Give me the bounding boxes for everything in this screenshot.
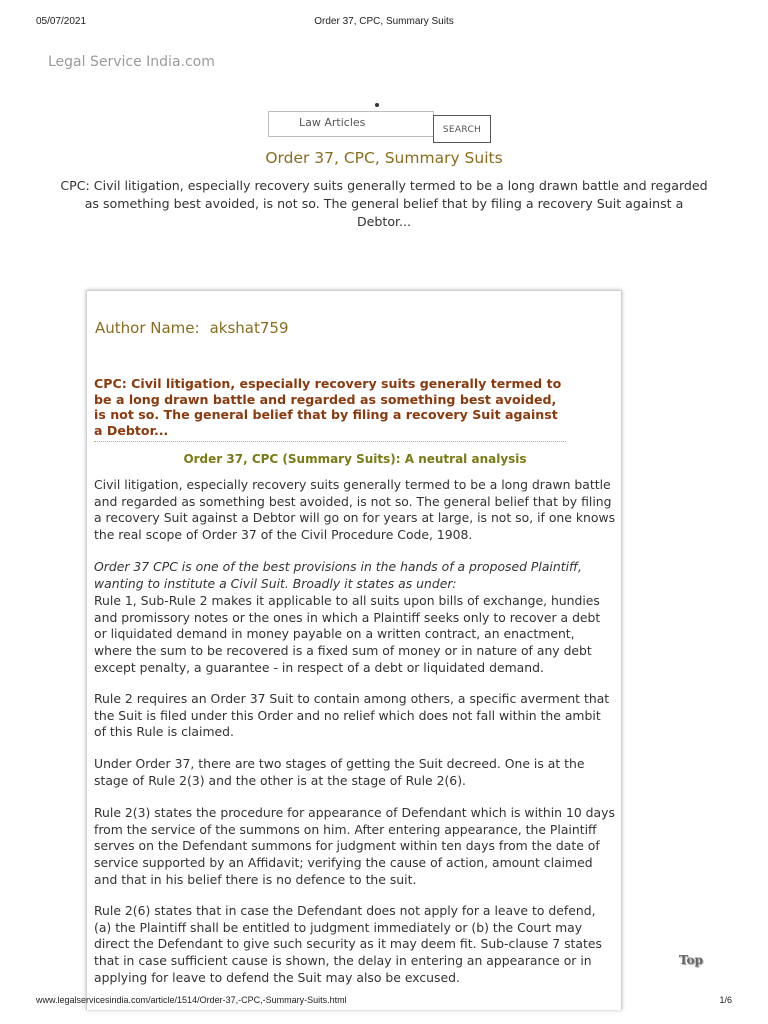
- search-button[interactable]: SEARCH: [433, 115, 491, 143]
- back-to-top-link[interactable]: Top: [679, 953, 703, 967]
- paragraph-rule-2-6: Rule 2(6) states that in case the Defendant does not apply for a leave to defend, (a) the Plaintiff shall be entitled to judgment immediately or (b) the Court may direct the Defendant to give such security as it may deem fit. Sub-clause 7 states that in case sufficient cause is shown, the delay in entering an appearance or in applying for leave to defend the Suit may also be excused.: [94, 903, 602, 985]
- article-card: [86, 290, 622, 1010]
- article-subheading: Order 37, CPC (Summary Suits): A neutral analysis: [183, 452, 527, 466]
- decorative-dot: [375, 103, 379, 107]
- author-name[interactable]: akshat759: [209, 319, 289, 337]
- print-footer: [0, 995, 768, 1009]
- paragraph-rule-1: Rule 1, Sub-Rule 2 makes it applicable to all suits upon bills of exchange, hundies and promissory notes or the ones in which a Plaintiff seeks only to recover a debt or liquidated demand in money payable on a written contract, an enactment, where the sum to be recovered is a fixed sum of money or in nature of any debt except penalty, a guarantee - in respect of a debt or liquidated demand.: [94, 593, 601, 675]
- page-number: 1/6: [719, 995, 732, 1005]
- article-lead: CPC: Civil litigation, especially recovery suits generally termed to be a long drawn battle and regarded as something best avoided, is not so. The general belief that by filing a recovery Suit against a Debtor...: [94, 376, 566, 442]
- author-label: Author Name:: [95, 319, 200, 337]
- paragraph-overview: Order 37 CPC is one of the best provisions in the hands of a proposed Plaintiff, wanting to institute a Civil Suit. Broadly it states as under:: [94, 559, 582, 591]
- article-summary: CPC: Civil litigation, especially recovery suits generally termed to be a long drawn battle and regarded as something best avoided, is not so. The general belief that by filing a recovery Suit against a Debtor...: [60, 178, 708, 229]
- search-input[interactable]: Law Articles: [268, 111, 434, 137]
- print-date: 05/07/2021: [36, 16, 87, 27]
- site-logo[interactable]: Legal Service India.com: [48, 54, 215, 70]
- print-url: www.legalservicesindia.com/article/1514/Order-37,-CPC,-Summary-Suits.html: [36, 995, 347, 1005]
- print-header: [0, 16, 768, 30]
- paragraph-two-stages: Under Order 37, there are two stages of getting the Suit decreed. One is at the stage of Rule 2(3) and the other is at the stage of Rule 2(6).: [94, 756, 585, 788]
- paragraph-rule-2-3: Rule 2(3) states the procedure for appearance of Defendant which is within 10 days from the service of the summons on him. After entering appearance, the Plaintiff serves on the Defendant summons for judgment within ten days from the date of service supported by an Affidavit; verifying the cause of action, amount claimed and that in his belief there is no defence to the suit.: [94, 805, 615, 887]
- paragraph-intro: Civil litigation, especially recovery suits generally termed to be a long drawn battle and regarded as something best avoided, is not so. The general belief that by filing a recovery Suit against a Debtor will go on for years at large, is not so, if one knows the real scope of Order 37 of the Civil Procedure Code, 1908.: [94, 477, 616, 543]
- print-title: Order 37, CPC, Summary Suits: [314, 16, 454, 27]
- page-title: Order 37, CPC, Summary Suits: [265, 149, 503, 167]
- author-line: [95, 319, 288, 337]
- paragraph-rule-2: Rule 2 requires an Order 37 Suit to contain among others, a specific averment that the Suit is filed under this Order and no relief which does not fall within the ambit of this Rule is claimed.: [94, 691, 610, 740]
